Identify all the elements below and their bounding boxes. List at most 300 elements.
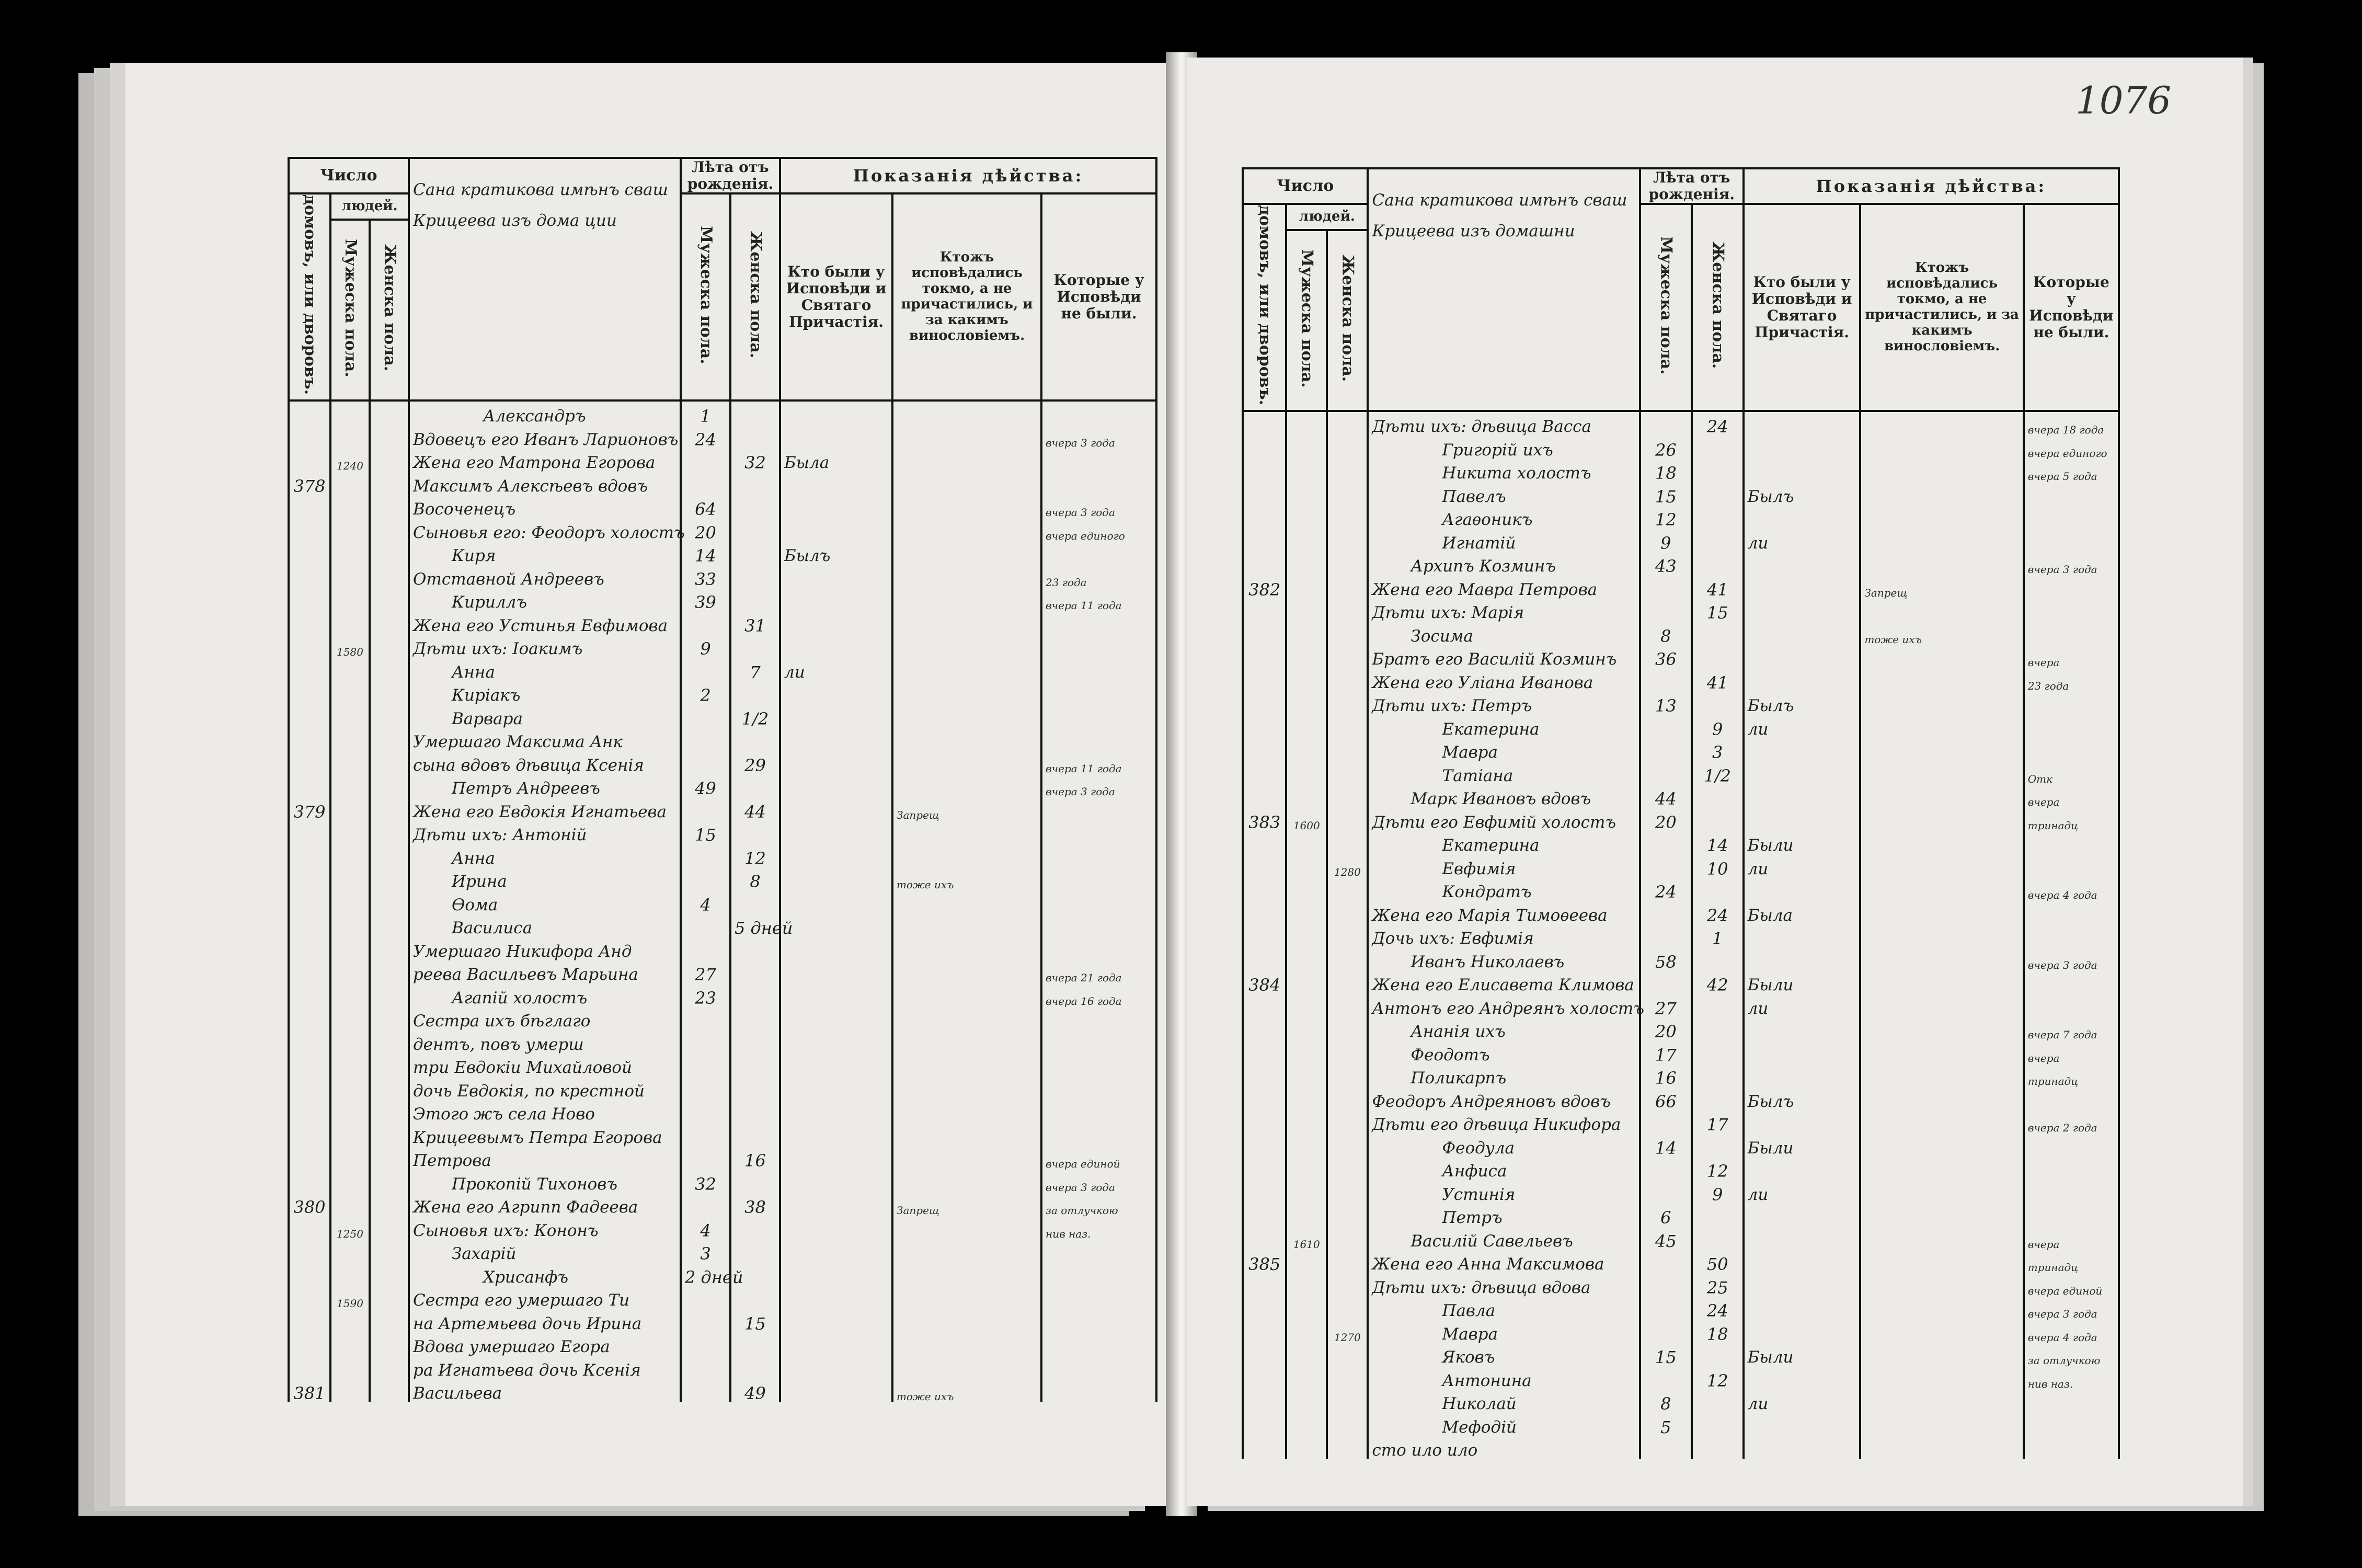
absent-note	[2024, 1157, 2119, 1180]
absent-note: Отк	[2024, 761, 2119, 784]
header-chislo-right: Число	[1243, 168, 1368, 204]
male-count	[330, 1355, 370, 1379]
communion-mark	[1744, 784, 1861, 808]
female-count	[370, 634, 409, 658]
table-row	[1243, 528, 2119, 552]
female-count	[1327, 1203, 1368, 1227]
male-age: 14	[681, 541, 730, 565]
absent-note	[1041, 797, 1156, 820]
confession-only-note	[892, 983, 1041, 1006]
table-row	[289, 634, 1156, 658]
confession-only-note	[1860, 459, 2023, 482]
person-name: Петръ Андреевъ	[409, 774, 681, 797]
absent-note	[1041, 611, 1156, 634]
household-number	[289, 913, 330, 937]
communion-mark: Была	[780, 448, 892, 472]
absent-note: нив наз.	[2024, 1366, 2119, 1389]
absent-note: вчера единой	[2024, 1273, 2119, 1296]
female-age: 18	[1692, 1319, 1744, 1343]
confession-only-note	[892, 448, 1041, 472]
male-count	[330, 1262, 370, 1286]
table-row	[1243, 1133, 2119, 1157]
communion-mark	[780, 400, 892, 425]
household-number	[289, 867, 330, 890]
female-age	[1692, 528, 1744, 552]
absent-note	[1041, 1286, 1156, 1309]
table-row	[1243, 575, 2119, 598]
male-count	[330, 913, 370, 937]
confession-only-note	[892, 541, 1041, 565]
female-count	[370, 518, 409, 541]
confession-only-note	[1860, 691, 2023, 715]
female-age	[730, 634, 780, 658]
female-age: 42	[1692, 970, 1744, 994]
male-age: 45	[1640, 1226, 1692, 1250]
confession-only-note	[892, 1332, 1041, 1356]
male-count	[1286, 947, 1327, 970]
absent-note	[2024, 528, 2119, 552]
male-count	[330, 867, 370, 890]
person-name: Варвара	[409, 704, 681, 727]
household-number	[289, 727, 330, 751]
female-age	[1692, 1086, 1744, 1110]
confession-only-note	[892, 750, 1041, 774]
confession-only-note	[1860, 807, 2023, 831]
male-age	[681, 913, 730, 937]
household-number	[1243, 831, 1286, 854]
female-age: 10	[1692, 854, 1744, 877]
male-count	[1286, 738, 1327, 761]
male-count	[330, 611, 370, 634]
person-name: Дѣти его дѣвица Никифора	[1368, 1110, 1639, 1134]
female-count	[1327, 993, 1368, 1017]
table-row	[1243, 1273, 2119, 1296]
communion-mark	[780, 890, 892, 913]
confession-only-note	[1860, 1366, 2023, 1389]
household-number	[1243, 598, 1286, 622]
female-count	[1327, 1133, 1368, 1157]
male-count	[330, 890, 370, 913]
communion-mark	[1744, 1063, 1861, 1087]
female-age: 24	[1692, 900, 1744, 924]
male-count	[1286, 691, 1327, 715]
male-count	[330, 797, 370, 820]
household-number	[1243, 761, 1286, 784]
household-number	[1243, 1110, 1286, 1134]
confession-only-note	[1860, 854, 2023, 877]
absent-note	[2024, 714, 2119, 738]
female-age: 12	[730, 843, 780, 867]
absent-note	[2024, 1180, 2119, 1203]
table-row	[1243, 411, 2119, 436]
table-row	[289, 890, 1156, 913]
male-age	[1640, 738, 1692, 761]
person-name: Анна	[409, 843, 681, 867]
female-age: 32	[730, 448, 780, 472]
table-row	[1243, 761, 2119, 784]
absent-note	[1041, 1379, 1156, 1402]
household-number	[289, 611, 330, 634]
absent-note	[2024, 1086, 2119, 1110]
female-count	[1327, 1273, 1368, 1296]
male-age: 2 дней	[681, 1262, 730, 1286]
household-number	[1243, 1086, 1286, 1110]
female-count	[370, 750, 409, 774]
absent-note	[1041, 704, 1156, 727]
female-count	[370, 541, 409, 565]
absent-note	[1041, 1262, 1156, 1286]
absent-note	[1041, 1332, 1156, 1356]
absent-note	[1041, 1076, 1156, 1100]
communion-mark: Были	[1744, 1343, 1861, 1366]
confession-only-note: Запрещ	[1860, 575, 2023, 598]
female-count	[370, 1262, 409, 1286]
household-number	[1243, 528, 1286, 552]
confession-only-note	[892, 1123, 1041, 1146]
communion-mark	[780, 425, 892, 448]
table-row	[1243, 668, 2119, 691]
absent-note: тринадц	[2024, 1063, 2119, 1087]
communion-mark	[780, 518, 892, 541]
male-age: 39	[681, 588, 730, 611]
table-row	[1243, 482, 2119, 505]
communion-mark	[780, 727, 892, 751]
table-row	[289, 1146, 1156, 1170]
household-number	[1243, 435, 1286, 459]
communion-mark	[1744, 738, 1861, 761]
household-number	[1243, 1343, 1286, 1366]
household-number	[1243, 854, 1286, 877]
table-row	[1243, 1203, 2119, 1227]
confession-only-note	[892, 1239, 1041, 1263]
communion-mark	[1744, 411, 1861, 436]
male-count	[1286, 552, 1327, 575]
male-age	[1640, 1296, 1692, 1320]
absent-note: 23 года	[1041, 564, 1156, 588]
person-name: три Евдокіи Михайловой	[409, 1053, 681, 1077]
male-count	[1286, 1157, 1327, 1180]
male-age: 6	[1640, 1203, 1692, 1227]
male-count	[1286, 1343, 1327, 1366]
right-table-header	[1243, 168, 2119, 411]
household-number	[1243, 1389, 1286, 1413]
male-age	[1640, 668, 1692, 691]
household-number	[1243, 691, 1286, 715]
communion-mark	[780, 1216, 892, 1239]
household-number	[1243, 993, 1286, 1017]
female-age: 9	[1692, 714, 1744, 738]
table-row	[289, 588, 1156, 611]
communion-mark	[780, 1123, 892, 1146]
household-number: 379	[289, 797, 330, 820]
male-count	[330, 820, 370, 844]
male-age	[681, 1309, 730, 1332]
person-name: Ирина	[409, 867, 681, 890]
table-row	[289, 1262, 1156, 1286]
communion-mark	[1744, 552, 1861, 575]
confession-only-note: тоже ихъ	[892, 867, 1041, 890]
person-name: Мавра	[1368, 738, 1639, 761]
communion-mark: ли	[1744, 993, 1861, 1017]
absent-note	[2024, 738, 2119, 761]
household-number	[289, 1006, 330, 1030]
female-count	[1327, 1412, 1368, 1436]
table-row	[1243, 598, 2119, 622]
confession-only-note: тоже ихъ	[1860, 621, 2023, 645]
table-row	[289, 400, 1156, 425]
male-count	[1286, 900, 1327, 924]
male-count	[330, 1309, 370, 1332]
male-age: 27	[1640, 993, 1692, 1017]
male-age: 18	[1640, 459, 1692, 482]
male-count	[330, 657, 370, 681]
household-number	[289, 518, 330, 541]
table-row	[289, 1379, 1156, 1402]
confession-only-note	[1860, 1436, 2023, 1459]
person-name: Сыновья ихъ: Кононъ	[409, 1216, 681, 1239]
female-age: 12	[1692, 1157, 1744, 1180]
absent-note	[1041, 820, 1156, 844]
absent-note	[2024, 482, 2119, 505]
male-age	[1640, 970, 1692, 994]
household-number	[1243, 1203, 1286, 1227]
female-age: 17	[1692, 1110, 1744, 1134]
male-count	[1286, 1180, 1327, 1203]
table-row	[289, 1123, 1156, 1146]
person-name: Жена его Устинья Евфимова	[409, 611, 681, 634]
absent-note: вчера 3 года	[1041, 774, 1156, 797]
household-number	[289, 843, 330, 867]
confession-only-note	[1860, 1296, 2023, 1320]
person-name: Агаѳоникъ	[1368, 505, 1639, 529]
table-row	[1243, 1157, 2119, 1180]
female-age	[1692, 621, 1744, 645]
female-age	[730, 1332, 780, 1356]
confession-only-note	[892, 774, 1041, 797]
household-number	[289, 704, 330, 727]
person-name: Екатерина	[1368, 831, 1639, 854]
header-domov-right: домовъ, или дворовъ.	[1255, 205, 1274, 406]
household-number	[289, 564, 330, 588]
household-number	[289, 820, 330, 844]
header-chislo: Число	[289, 158, 409, 193]
header-leta: Лѣта отъ рожденія.	[681, 158, 780, 193]
confession-only-note	[1860, 1157, 2023, 1180]
communion-mark	[780, 471, 892, 495]
confession-only-note	[1860, 1412, 2023, 1436]
female-count	[1327, 528, 1368, 552]
household-number	[1243, 738, 1286, 761]
person-name: Николай	[1368, 1389, 1639, 1413]
person-name: Зосима	[1368, 621, 1639, 645]
confession-only-note	[1860, 970, 2023, 994]
female-count	[370, 913, 409, 937]
header-zhen-pola: Женска пола.	[380, 244, 399, 372]
female-count	[370, 1355, 409, 1379]
female-age	[730, 890, 780, 913]
male-count	[1286, 1063, 1327, 1087]
confession-only-note	[1860, 411, 2023, 436]
communion-mark	[1744, 1366, 1861, 1389]
female-count	[1327, 1086, 1368, 1110]
communion-mark	[1744, 924, 1861, 947]
female-count	[370, 1029, 409, 1053]
communion-mark: ли	[780, 657, 892, 681]
person-name: Петръ	[1368, 1203, 1639, 1227]
person-name: Киріакъ	[409, 681, 681, 704]
table-row	[1243, 1436, 2119, 1459]
table-row	[289, 657, 1156, 681]
female-age: 25	[1692, 1273, 1744, 1296]
communion-mark	[780, 983, 892, 1006]
female-age	[730, 1216, 780, 1239]
absent-note	[1041, 843, 1156, 867]
confession-only-note	[892, 657, 1041, 681]
confession-only-note	[892, 820, 1041, 844]
table-row	[1243, 854, 2119, 877]
person-name: Сестра ихъ бѣглаго	[409, 1006, 681, 1030]
household-number: 380	[289, 1193, 330, 1216]
household-number	[289, 1100, 330, 1123]
table-row	[1243, 1412, 2119, 1436]
person-name: Дѣти ихъ: дѣвица Васса	[1368, 411, 1639, 436]
male-age: 20	[681, 518, 730, 541]
male-age	[1640, 411, 1692, 436]
male-count: 1590	[330, 1286, 370, 1309]
person-name: Дѣти ихъ: дѣвица вдова	[1368, 1273, 1639, 1296]
male-count	[1286, 993, 1327, 1017]
confession-only-note	[892, 1146, 1041, 1170]
household-number	[1243, 668, 1286, 691]
table-row	[1243, 1086, 2119, 1110]
communion-mark	[1744, 1226, 1861, 1250]
confession-only-note	[892, 1053, 1041, 1077]
household-number	[289, 1029, 330, 1053]
absent-note: нив наз.	[1041, 1216, 1156, 1239]
table-row	[289, 1355, 1156, 1379]
absent-note: вчера 5 года	[2024, 459, 2119, 482]
communion-mark	[780, 936, 892, 960]
household-number	[289, 495, 330, 518]
female-count	[370, 1146, 409, 1170]
table-row	[289, 611, 1156, 634]
absent-note	[1041, 936, 1156, 960]
female-count	[370, 867, 409, 890]
male-count: 1250	[330, 1216, 370, 1239]
male-count	[330, 983, 370, 1006]
male-count	[1286, 924, 1327, 947]
household-number	[1243, 1063, 1286, 1087]
female-count	[370, 983, 409, 1006]
absent-note	[1041, 1355, 1156, 1379]
household-number	[289, 681, 330, 704]
male-age	[681, 1123, 730, 1146]
female-count	[1327, 877, 1368, 901]
absent-note	[1041, 1239, 1156, 1263]
absent-note	[2024, 831, 2119, 854]
household-number	[289, 425, 330, 448]
confession-only-note	[1860, 1319, 2023, 1343]
absent-note: вчера	[2024, 645, 2119, 668]
absent-note	[2024, 621, 2119, 645]
table-row	[289, 518, 1156, 541]
header-muzh-pola-right: Мужеска пола.	[1298, 249, 1316, 388]
male-count	[330, 1146, 370, 1170]
communion-mark	[1744, 1040, 1861, 1063]
household-number	[1243, 1040, 1286, 1063]
household-number	[1243, 900, 1286, 924]
table-row	[1243, 993, 2119, 1017]
household-number: 378	[289, 471, 330, 495]
header-lyudey: людей.	[330, 193, 409, 220]
absent-note	[1041, 471, 1156, 495]
person-name: дентъ, повъ умерш	[409, 1029, 681, 1053]
female-age	[730, 541, 780, 565]
table-row	[289, 1332, 1156, 1356]
communion-mark	[1744, 1296, 1861, 1320]
household-number: 381	[289, 1379, 330, 1402]
person-name: Феодула	[1368, 1133, 1639, 1157]
person-name: Екатерина	[1368, 714, 1639, 738]
absent-note	[1041, 1309, 1156, 1332]
confession-only-note	[1860, 1040, 2023, 1063]
female-age	[1692, 784, 1744, 808]
confession-only-note	[1860, 1063, 2023, 1087]
table-row	[289, 843, 1156, 867]
female-count	[1327, 505, 1368, 529]
male-count	[330, 774, 370, 797]
table-row	[1243, 1040, 2119, 1063]
absent-note	[1041, 913, 1156, 937]
female-age	[730, 1286, 780, 1309]
male-count	[1286, 784, 1327, 808]
household-number	[1243, 1226, 1286, 1250]
table-row	[289, 797, 1156, 820]
female-age	[730, 1239, 780, 1263]
table-row	[289, 1100, 1156, 1123]
communion-mark	[780, 611, 892, 634]
female-count	[370, 774, 409, 797]
absent-note	[2024, 854, 2119, 877]
male-age	[681, 867, 730, 890]
communion-mark	[1744, 1319, 1861, 1343]
absent-note: вчера 4 года	[2024, 1319, 2119, 1343]
communion-mark	[1744, 505, 1861, 529]
communion-mark	[780, 820, 892, 844]
communion-mark	[780, 495, 892, 518]
male-count	[330, 750, 370, 774]
confession-only-note	[1860, 761, 2023, 784]
female-age: 9	[1692, 1180, 1744, 1203]
table-row	[1243, 1319, 2119, 1343]
person-name: сто ило ило	[1368, 1436, 1639, 1459]
person-name: Иванъ Николаевъ	[1368, 947, 1639, 970]
male-count	[330, 495, 370, 518]
confession-only-note	[1860, 900, 2023, 924]
absent-note: вчера 11 года	[1041, 750, 1156, 774]
communion-mark	[1744, 1017, 1861, 1040]
male-count	[1286, 970, 1327, 994]
male-count	[1286, 1203, 1327, 1227]
person-name: Александръ	[409, 400, 681, 425]
male-count	[1286, 714, 1327, 738]
person-name: Игнатій	[1368, 528, 1639, 552]
female-count	[1327, 482, 1368, 505]
person-name: Яковъ	[1368, 1343, 1639, 1366]
confession-only-note	[892, 1169, 1041, 1193]
male-age: 2	[681, 681, 730, 704]
female-count	[370, 1309, 409, 1332]
